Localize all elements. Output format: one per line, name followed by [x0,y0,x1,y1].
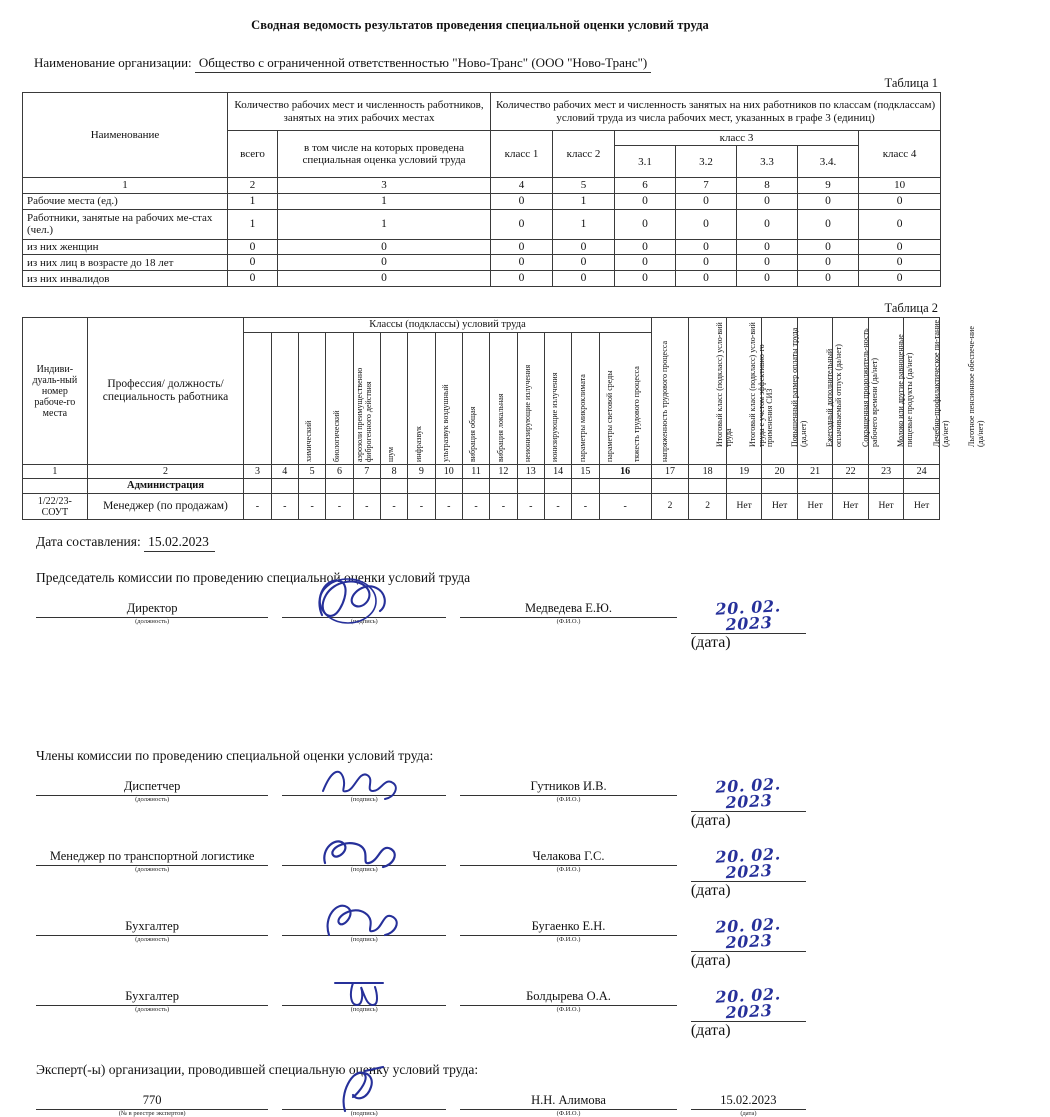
caption-fio: (Ф.И.О.) [556,1110,581,1117]
t2-group-empty [651,479,689,494]
t2-colnum: 5 [298,465,325,479]
member-date-line [691,774,806,813]
member-fio-cell [460,836,677,873]
caption-fio: (Ф.И.О.) [556,1006,581,1014]
chairman-signature-mark [282,600,446,618]
t1-cell: 0 [737,271,798,287]
member-post: Бухгалтер [36,918,268,936]
chairman-fio: Медведева Е.Ю. [460,600,677,618]
t2-cell-factor: - [353,494,380,520]
members-heading: Члены комиссии по проведению специальной оценки условий труда: [36,748,434,764]
member-post: Бухгалтер [36,988,268,1006]
t2-group-empty [689,479,727,494]
t2-cell-result: Нет [868,494,903,520]
t1-cell: 0 [737,255,798,271]
t1-cell: 0 [491,271,553,287]
t1-row-label: Рабочие места (ед.) [23,193,228,209]
t1-cell: 0 [676,271,737,287]
t2-head-profession: Профессия/ должность/ специальность работника [87,318,244,465]
t1-head-total: всего [228,131,278,178]
t1-cell: 1 [278,193,491,209]
t2-colnum: 14 [544,465,571,479]
t1-cell: 0 [676,193,737,209]
caption-registry: (№ в реестре экспертов) [118,1110,186,1117]
member-date: 20. 02. 2023 [714,774,782,813]
t1-cell: 0 [859,239,941,255]
t1-colnum: 2 [228,178,278,193]
caption-date: (дата) [690,882,731,900]
t2-colnum: 4 [271,465,298,479]
t1-cell: 0 [798,209,859,239]
t2-cell-factor: - [517,494,544,520]
t1-cell: 0 [553,255,615,271]
t2-group-empty [244,479,271,494]
expert-registry-number: 770 [36,1092,268,1110]
caption-signature: (подпись) [350,1110,378,1117]
member-fio: Болдырева О.А. [460,988,677,1006]
member-post: Диспетчер [36,778,268,796]
t2-head-factor-label: ультразвук воздушный [441,384,451,463]
member-signature-row [36,766,806,830]
t2-group-empty [762,479,797,494]
member-post: Менеджер по транспортной логистике [36,848,268,866]
t2-group-row [23,479,940,494]
t2-head-factor-label: напряженность трудового процесса [659,341,669,463]
t1-head-class3: класс 3 [615,131,859,146]
expert-sign-cell [282,1080,446,1117]
chairman-post: Директор [36,600,268,618]
t2-group-empty [797,479,832,494]
t1-head-class1: класс 1 [491,131,553,178]
member-fio-cell [460,766,677,803]
caption-fio: (Ф.И.О.) [556,618,581,626]
t2-head-result-label: Ежегодный дополнительный оплачиваемый отпуск (да/нет) [825,344,844,448]
t2-group-empty [726,479,761,494]
t2-colnum: 24 [904,465,940,479]
caption-signature: (подпись) [350,1006,378,1014]
t1-cell: 0 [676,255,737,271]
t2-cell-result: Нет [762,494,797,520]
member-signature-row [36,836,806,900]
t1-cell: 0 [798,193,859,209]
t2-head-factor-label: вибрация общая [468,406,478,463]
member-date: 20. 02. 2023 [714,914,782,953]
member-post-cell [36,766,268,803]
t2-column-numbers-row [23,465,940,479]
t2-head-id: Индиви-дуаль-ный номер рабоче-го места [23,318,88,465]
t1-head-sub32: 3.2 [676,146,737,178]
t2-group-empty [462,479,489,494]
t2-cell-factor: - [408,494,435,520]
t1-cell: 0 [676,239,737,255]
t2-colnum: 8 [380,465,407,479]
table-row [23,271,941,287]
t2-colnum: 23 [868,465,903,479]
caption-fio: (Ф.И.О.) [556,936,581,944]
t1-row-label: из них женщин [23,239,228,255]
table1-caption: Таблица 1 [884,76,938,90]
member-date-line [691,844,806,883]
t2-head-factor-label: химический [304,420,314,463]
t2-colnum: 15 [572,465,599,479]
t2-cell-id: 1/22/23-СОУТ [23,494,88,520]
t2-group-label: Администрация [87,479,244,494]
expert-date-cell [691,1080,806,1117]
t1-cell: 0 [491,193,553,209]
t2-group-empty [599,479,651,494]
caption-date: (дата) [690,812,731,830]
table-row [23,193,941,209]
t1-cell: 0 [615,209,676,239]
t2-cell-factor: - [298,494,325,520]
t1-cell: 0 [553,239,615,255]
t2-head-factor-label: ионизирующие излучения [550,372,560,463]
t1-head-sub31: 3.1 [615,146,676,178]
expert-date: 15.02.2023 [691,1092,806,1110]
compilation-date-value: 15.02.2023 [144,534,215,552]
t2-colnum: 11 [462,465,489,479]
expert-registry-cell [36,1080,268,1117]
t2-head-result-label: Сокращенная продолжитель-ность рабочего времени (да/нет) [861,328,879,448]
t2-cell-factor: - [244,494,271,520]
organization-value: Общество с ограниченной ответственностью "Ново-Транс" (ООО "Ново-Транс") [195,55,651,73]
t2-head-classes-group: Классы (подклассы) условий труда [244,318,651,333]
member-fio: Гутников И.В. [460,778,677,796]
t1-cell: 0 [553,271,615,287]
t2-cell-result: Нет [833,494,868,520]
member-sign-cell [282,976,446,1013]
organization-line [34,55,960,73]
t1-head-sub34: 3.4. [798,146,859,178]
t2-colnum: 6 [326,465,353,479]
t1-cell: 0 [278,239,491,255]
document-page [0,18,986,1117]
member-fio-cell [460,906,677,943]
caption-signature: (подпись) [350,866,378,874]
t2-colnum: 13 [517,465,544,479]
workplace-table-2 [22,317,986,520]
summary-table-1 [22,92,941,287]
t1-cell: 0 [491,239,553,255]
t2-group-empty [23,479,88,494]
t2-colnum: 16 [599,465,651,479]
t2-cell-result: 2 [651,494,689,520]
t2-colnum: 17 [651,465,689,479]
t2-colnum: 9 [408,465,435,479]
t2-group-empty [833,479,868,494]
chairman-date-cell [691,588,806,652]
t1-head-name: Наименование [23,93,228,178]
t1-row-label: из них лиц в возрасте до 18 лет [23,255,228,271]
t1-colnum: 1 [23,178,228,193]
member-date-line [691,914,806,953]
member-date-line [691,984,806,1023]
member-date-cell [691,836,806,900]
t2-group-empty [435,479,462,494]
t2-head-factor-1 [244,333,314,465]
t1-cell: 1 [228,193,278,209]
t1-colnum: 6 [615,178,676,193]
member-signature-mark [282,848,446,866]
t1-cell: 0 [737,209,798,239]
t1-colnum: 4 [491,178,553,193]
t1-cell: 0 [278,271,491,287]
caption-signature: (подпись) [350,936,378,944]
t2-colnum: 7 [353,465,380,479]
t2-head-factor-label: биологический [331,410,341,463]
organization-label: Наименование организации: [34,55,192,70]
caption-fio: (Ф.И.О.) [556,796,581,804]
t1-head-classes-group: Количество рабочих мест и численность занятых на них работников по классам (подклассам) условий труда из числа рабочих мест, указанных в графе 3 (единиц) [491,93,941,131]
t2-cell-result: Нет [797,494,832,520]
compilation-date-line [36,534,960,552]
t1-cell: 0 [228,271,278,287]
member-post-cell [36,976,268,1013]
table2-caption: Таблица 2 [884,301,938,316]
t1-cell: 0 [859,271,941,287]
t2-head-result-label: Итоговый класс (подкласс) усло-вий труда [715,322,733,448]
caption-date: (дата) [690,1022,731,1040]
t2-head-result-label: Льготное пенсионное обеспече-ние (да/нет) [967,326,986,448]
t2-cell-result: 2 [689,494,727,520]
t2-colnum: 22 [833,465,868,479]
member-signature-row [36,976,806,1040]
t2-head-factor-label: неионизирующие излучения [523,364,533,463]
t2-colnum: 20 [762,465,797,479]
chairman-date-line [691,596,806,635]
caption-date: (дата) [690,952,731,970]
member-date-cell [691,766,806,830]
chairman-post-cell [36,588,268,625]
table-row [23,255,941,271]
t2-colnum: 3 [244,465,271,479]
t2-head-factor-label: шум [386,447,396,463]
member-sign-cell [282,766,446,803]
member-fio-cell [460,976,677,1013]
t1-head-class4: класс 4 [859,131,941,178]
t1-cell: 0 [615,193,676,209]
member-post-cell [36,836,268,873]
t1-cell: 0 [491,209,553,239]
t1-cell: 1 [553,209,615,239]
t2-colnum: 2 [87,465,244,479]
t1-cell: 0 [737,239,798,255]
table-row [23,209,941,239]
t2-cell-factor: - [599,494,651,520]
t2-head-factor-label: параметры микроклимата [577,374,587,463]
t1-cell: 0 [859,193,941,209]
member-date-cell [691,906,806,970]
t1-cell: 1 [553,193,615,209]
t2-cell-factor: - [490,494,517,520]
t2-colnum: 10 [435,465,462,479]
t1-colnum: 7 [676,178,737,193]
t2-group-empty [353,479,380,494]
t2-head-result-label: Повышенный размер оплаты труда (да,нет) [790,327,808,448]
member-signature-mark [282,988,446,1006]
t1-column-numbers-row [23,178,941,193]
member-date: 20. 02. 2023 [714,844,782,883]
t2-colnum: 12 [490,465,517,479]
member-sign-cell [282,836,446,873]
t2-cell-result: Нет [904,494,940,520]
member-sign-cell [282,906,446,943]
t2-cell-result: Нет [726,494,761,520]
t2-colnum: 21 [797,465,832,479]
t1-cell: 0 [615,255,676,271]
member-date-cell [691,976,806,1040]
t1-cell: 0 [859,209,941,239]
t2-group-empty [904,479,940,494]
t1-head-workplaces-group: Количество рабочих мест и численность работников, занятых на этих рабочих местах [228,93,491,131]
t1-head-sub33: 3.3 [737,146,798,178]
t2-head-factor-label: инфразвук [413,426,423,463]
t2-cell-factor: - [271,494,298,520]
t2-head-result-label: Молоко или другие равноценные пищевые продукты (да/нет) [896,334,915,448]
t2-group-empty [326,479,353,494]
member-fio: Бугаенко Е.Н. [460,918,677,936]
caption-fio: (Ф.И.О.) [556,866,581,874]
t2-head-factor-14 [599,333,669,465]
t1-row-label: из них инвалидов [23,271,228,287]
caption-post: (должность) [135,866,170,874]
t2-cell-factor: - [572,494,599,520]
compilation-date-label: Дата составления: [36,534,141,550]
t1-cell: 0 [615,271,676,287]
t1-colnum: 5 [553,178,615,193]
member-date: 20. 02. 2023 [714,984,782,1023]
t2-head-factor-label: вибрация локальная [495,393,505,463]
table-row [23,239,941,255]
t2-group-empty [271,479,298,494]
t1-cell: 0 [737,193,798,209]
table-row [23,494,940,520]
t1-colnum: 10 [859,178,941,193]
expert-fio-cell [460,1080,677,1117]
t2-group-empty [868,479,903,494]
t1-cell: 0 [798,239,859,255]
t1-cell: 0 [228,239,278,255]
caption-date: (дата) [690,634,731,652]
t1-cell: 0 [798,271,859,287]
t1-row-label: Работники, занятые на рабочих ме-стах (чел.) [23,209,228,239]
t2-cell-factor: - [462,494,489,520]
t2-cell-factor: - [544,494,571,520]
chairman-fio-cell [460,588,677,625]
t2-cell-factor: - [380,494,407,520]
caption-signature: (подпись) [350,618,378,626]
caption-post: (должность) [135,796,170,804]
expert-signature-row [36,1080,806,1117]
t2-colnum: 1 [23,465,88,479]
t1-colnum: 8 [737,178,798,193]
t1-cell: 0 [491,255,553,271]
t1-cell: 0 [798,255,859,271]
layout-spacer [0,652,960,748]
t1-cell: 0 [859,255,941,271]
t2-head-result-label: Итоговый класс (подкласс) усло-вий труда с учетом эффективно-го применения СИЗ [748,322,775,448]
member-post-cell [36,906,268,943]
caption-post: (должность) [135,618,170,626]
t2-group-empty [380,479,407,494]
t2-cell-profession: Менеджер (по продажам) [87,494,244,520]
t2-cell-factor: - [326,494,353,520]
t1-head-incl-sout: в том числе на которых проведена специальная оценка условий труда [278,131,491,178]
expert-heading: Эксперт(-ы) организации, проводившей специальную оценку условий труда: [36,1062,479,1078]
t1-colnum: 3 [278,178,491,193]
caption-date: (дата) [740,1110,757,1117]
t1-cell: 1 [278,209,491,239]
member-fio: Челакова Г.С. [460,848,677,866]
t1-cell: 0 [676,209,737,239]
t1-cell: 0 [228,255,278,271]
caption-post: (должность) [135,1006,170,1014]
expert-fio: Н.Н. Алимова [460,1092,677,1110]
t2-colnum: 18 [689,465,727,479]
t2-group-empty [408,479,435,494]
member-signature-mark [282,778,446,796]
chairman-sign-cell [282,588,446,625]
expert-signature-mark [282,1092,446,1110]
page-title: Сводная ведомость результатов проведения специальной оценки условий труда [251,18,709,32]
t2-colnum: 19 [726,465,761,479]
chairman-heading: Председатель комиссии по проведению специальной оценки условий труда [36,570,471,586]
member-signature-row [36,906,806,970]
member-signature-mark [282,918,446,936]
t2-head-result-label: Лечебно-профилактическое пи-тание (да/нет) [932,320,950,448]
chairman-date: 20. 02. 2023 [714,596,782,635]
t2-group-empty [490,479,517,494]
t2-group-empty [517,479,544,494]
t2-group-empty [544,479,571,494]
t2-group-empty [572,479,599,494]
t1-cell: 0 [278,255,491,271]
t1-colnum: 9 [798,178,859,193]
t1-head-class2: класс 2 [553,131,615,178]
t2-group-empty [298,479,325,494]
t2-head-factor-label: тяжесть трудового процесса [632,366,642,463]
t2-head-factor-label: аэрозоли преимущественно фиброгенного действия [354,367,373,463]
caption-post: (должность) [135,936,170,944]
caption-signature: (подпись) [350,796,378,804]
t2-head-factor-label: параметры световой среды [605,370,615,463]
t2-cell-factor: - [435,494,462,520]
chairman-signature-row [36,588,806,652]
t1-cell: 0 [615,239,676,255]
t1-cell: 1 [228,209,278,239]
